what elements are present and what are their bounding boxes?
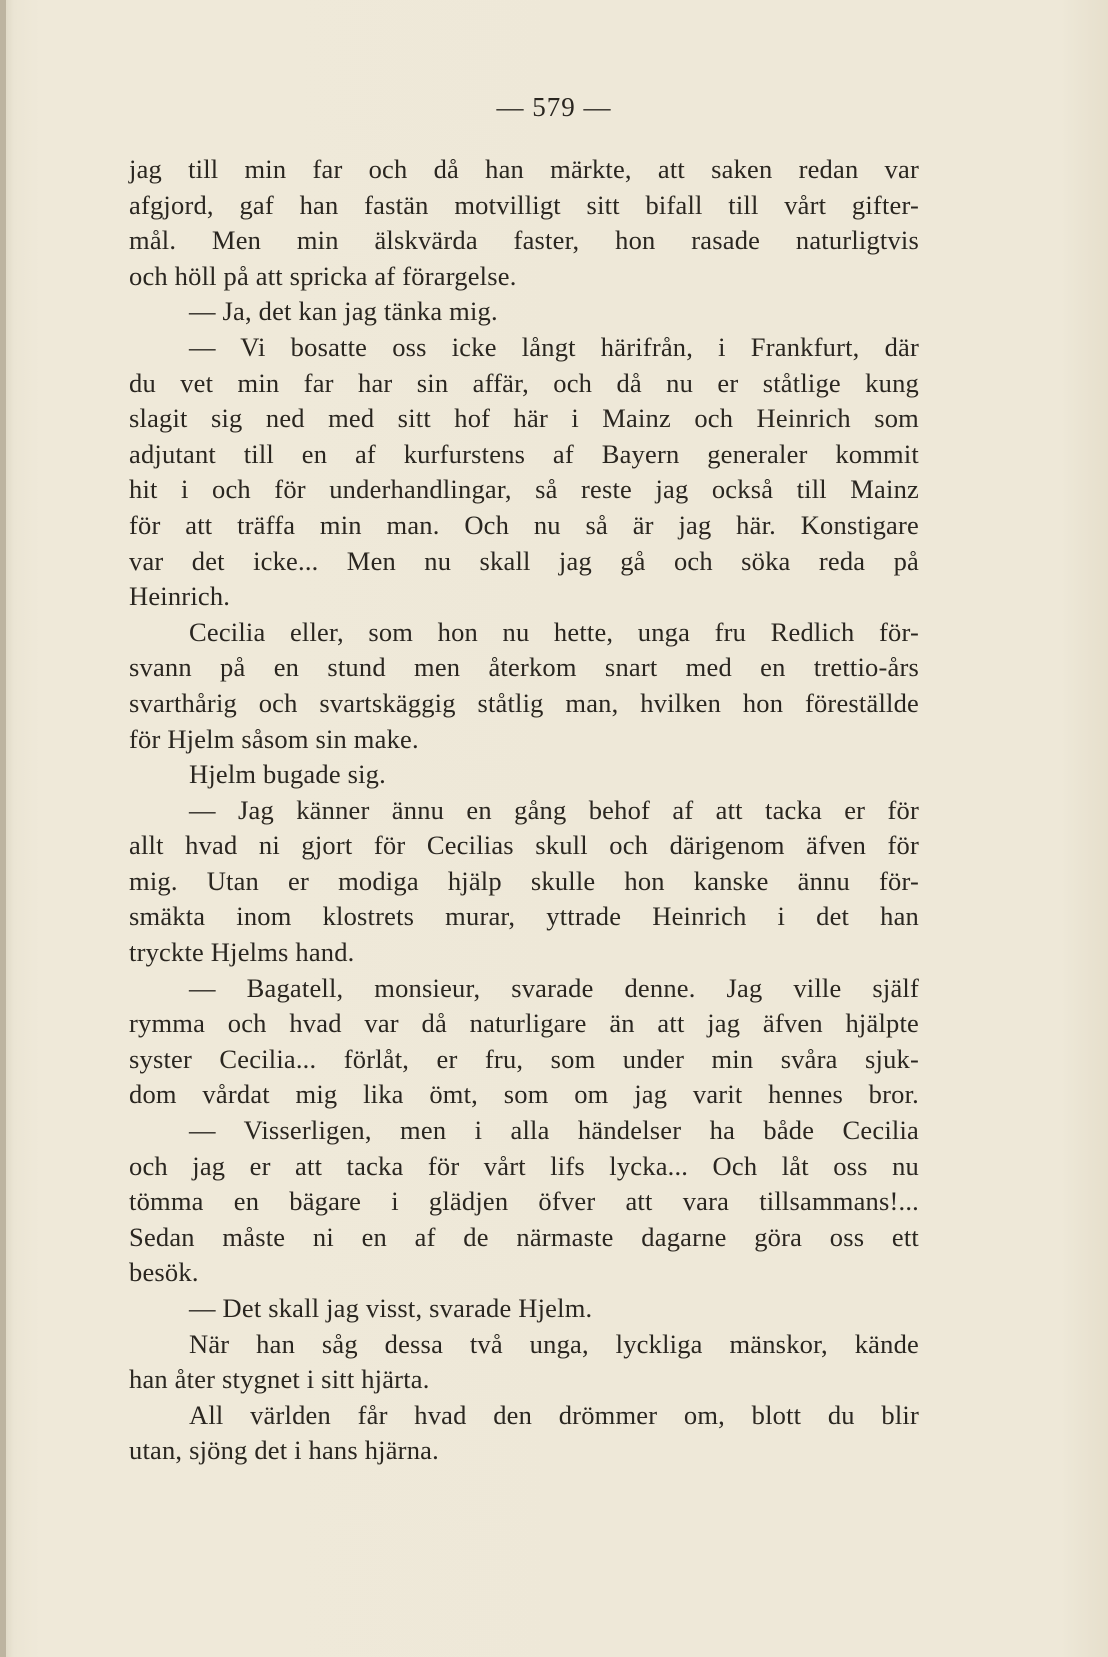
text-line: adjutant till en af kurfurstens af Bayern generaler kommit bbox=[129, 438, 919, 469]
text-line: var det icke... Men nu skall jag gå och söka reda på bbox=[129, 545, 919, 576]
text-line: jag till min far och då han märkte, att saken redan var bbox=[129, 154, 919, 184]
text-line: — Bagatell, monsieur, svarade denne. Jag ville själf bbox=[189, 972, 919, 1003]
text-line: När han såg dessa två unga, lyckliga mänskor, kände bbox=[189, 1328, 919, 1359]
text-line: syster Cecilia... förlåt, er fru, som under min svåra sjuk- bbox=[129, 1043, 919, 1074]
text-line: rymma och hvad var då naturligare än att jag äfven hjälpte bbox=[129, 1008, 919, 1039]
text-line: för att träffa min man. Och nu så är jag här. Konstigare bbox=[129, 509, 919, 540]
text-line: svann på en stund men återkom snart med en trettio-års bbox=[129, 652, 919, 683]
text-line: — Ja, det kan jag tänka mig. bbox=[189, 296, 498, 327]
text-line: mål. Men min älskvärda faster, hon rasade naturligtvis bbox=[129, 225, 919, 256]
text-line: Sedan måste ni en af de närmaste dagarne göra oss ett bbox=[129, 1221, 919, 1252]
text-line: för Hjelm såsom sin make. bbox=[129, 723, 419, 754]
text-line: afgjord, gaf han fastän motvilligt sitt bifall till vårt gifter- bbox=[129, 189, 919, 220]
text-line: hit i och för underhandlingar, så reste jag också till Mainz bbox=[129, 474, 919, 505]
text-line: du vet min far har sin affär, och då nu er ståtlige kung bbox=[129, 367, 919, 398]
text-line: mig. Utan er modiga hjälp skulle hon kanske ännu för- bbox=[129, 865, 919, 896]
text-line: Cecilia eller, som hon nu hette, unga fru Redlich för- bbox=[189, 616, 919, 647]
text-line: Heinrich. bbox=[129, 581, 231, 612]
text-line: utan, sjöng det i hans hjärna. bbox=[129, 1435, 439, 1466]
text-line: — Vi bosatte oss icke långt härifrån, i Frankfurt, där bbox=[189, 331, 919, 362]
text-line: han åter stygnet i sitt hjärta. bbox=[129, 1364, 430, 1395]
text-line: allt hvad ni gjort för Cecilias skull och därigenom äfven för bbox=[129, 830, 919, 861]
text-line: och jag er att tacka för vårt lifs lycka... Och låt oss nu bbox=[129, 1150, 919, 1181]
text-line: — Det skall jag visst, svarade Hjelm. bbox=[189, 1293, 593, 1323]
text-line: besök. bbox=[129, 1257, 199, 1288]
text-line: dom vårdat mig lika ömt, som om jag varit hennes bror. bbox=[129, 1079, 919, 1110]
text-line: svarthårig och svartskäggig ståtlig man, hvilken hon föreställde bbox=[129, 687, 919, 718]
page-number: — 579 — bbox=[496, 92, 612, 122]
text-line: och höll på att spricka af förargelse. bbox=[129, 260, 517, 291]
binding-edge bbox=[0, 0, 6, 1657]
text-line: Hjelm bugade sig. bbox=[189, 759, 386, 790]
text-line: — Visserligen, men i alla händelser ha både Cecilia bbox=[189, 1115, 919, 1146]
text-line: slagit sig ned med sitt hof här i Mainz och Heinrich som bbox=[129, 403, 919, 434]
text-line: tömma en bägare i glädjen öfver att vara tillsammans!... bbox=[129, 1186, 919, 1217]
text-line: — Jag känner ännu en gång behof af att tacka er för bbox=[189, 794, 919, 825]
text-line: tryckte Hjelms hand. bbox=[129, 937, 355, 968]
body-text bbox=[129, 152, 919, 1469]
text-line: All världen får hvad den drömmer om, blott du blir bbox=[189, 1399, 919, 1430]
text-line: smäkta inom klostrets murar, yttrade Heinrich i det han bbox=[129, 901, 919, 932]
